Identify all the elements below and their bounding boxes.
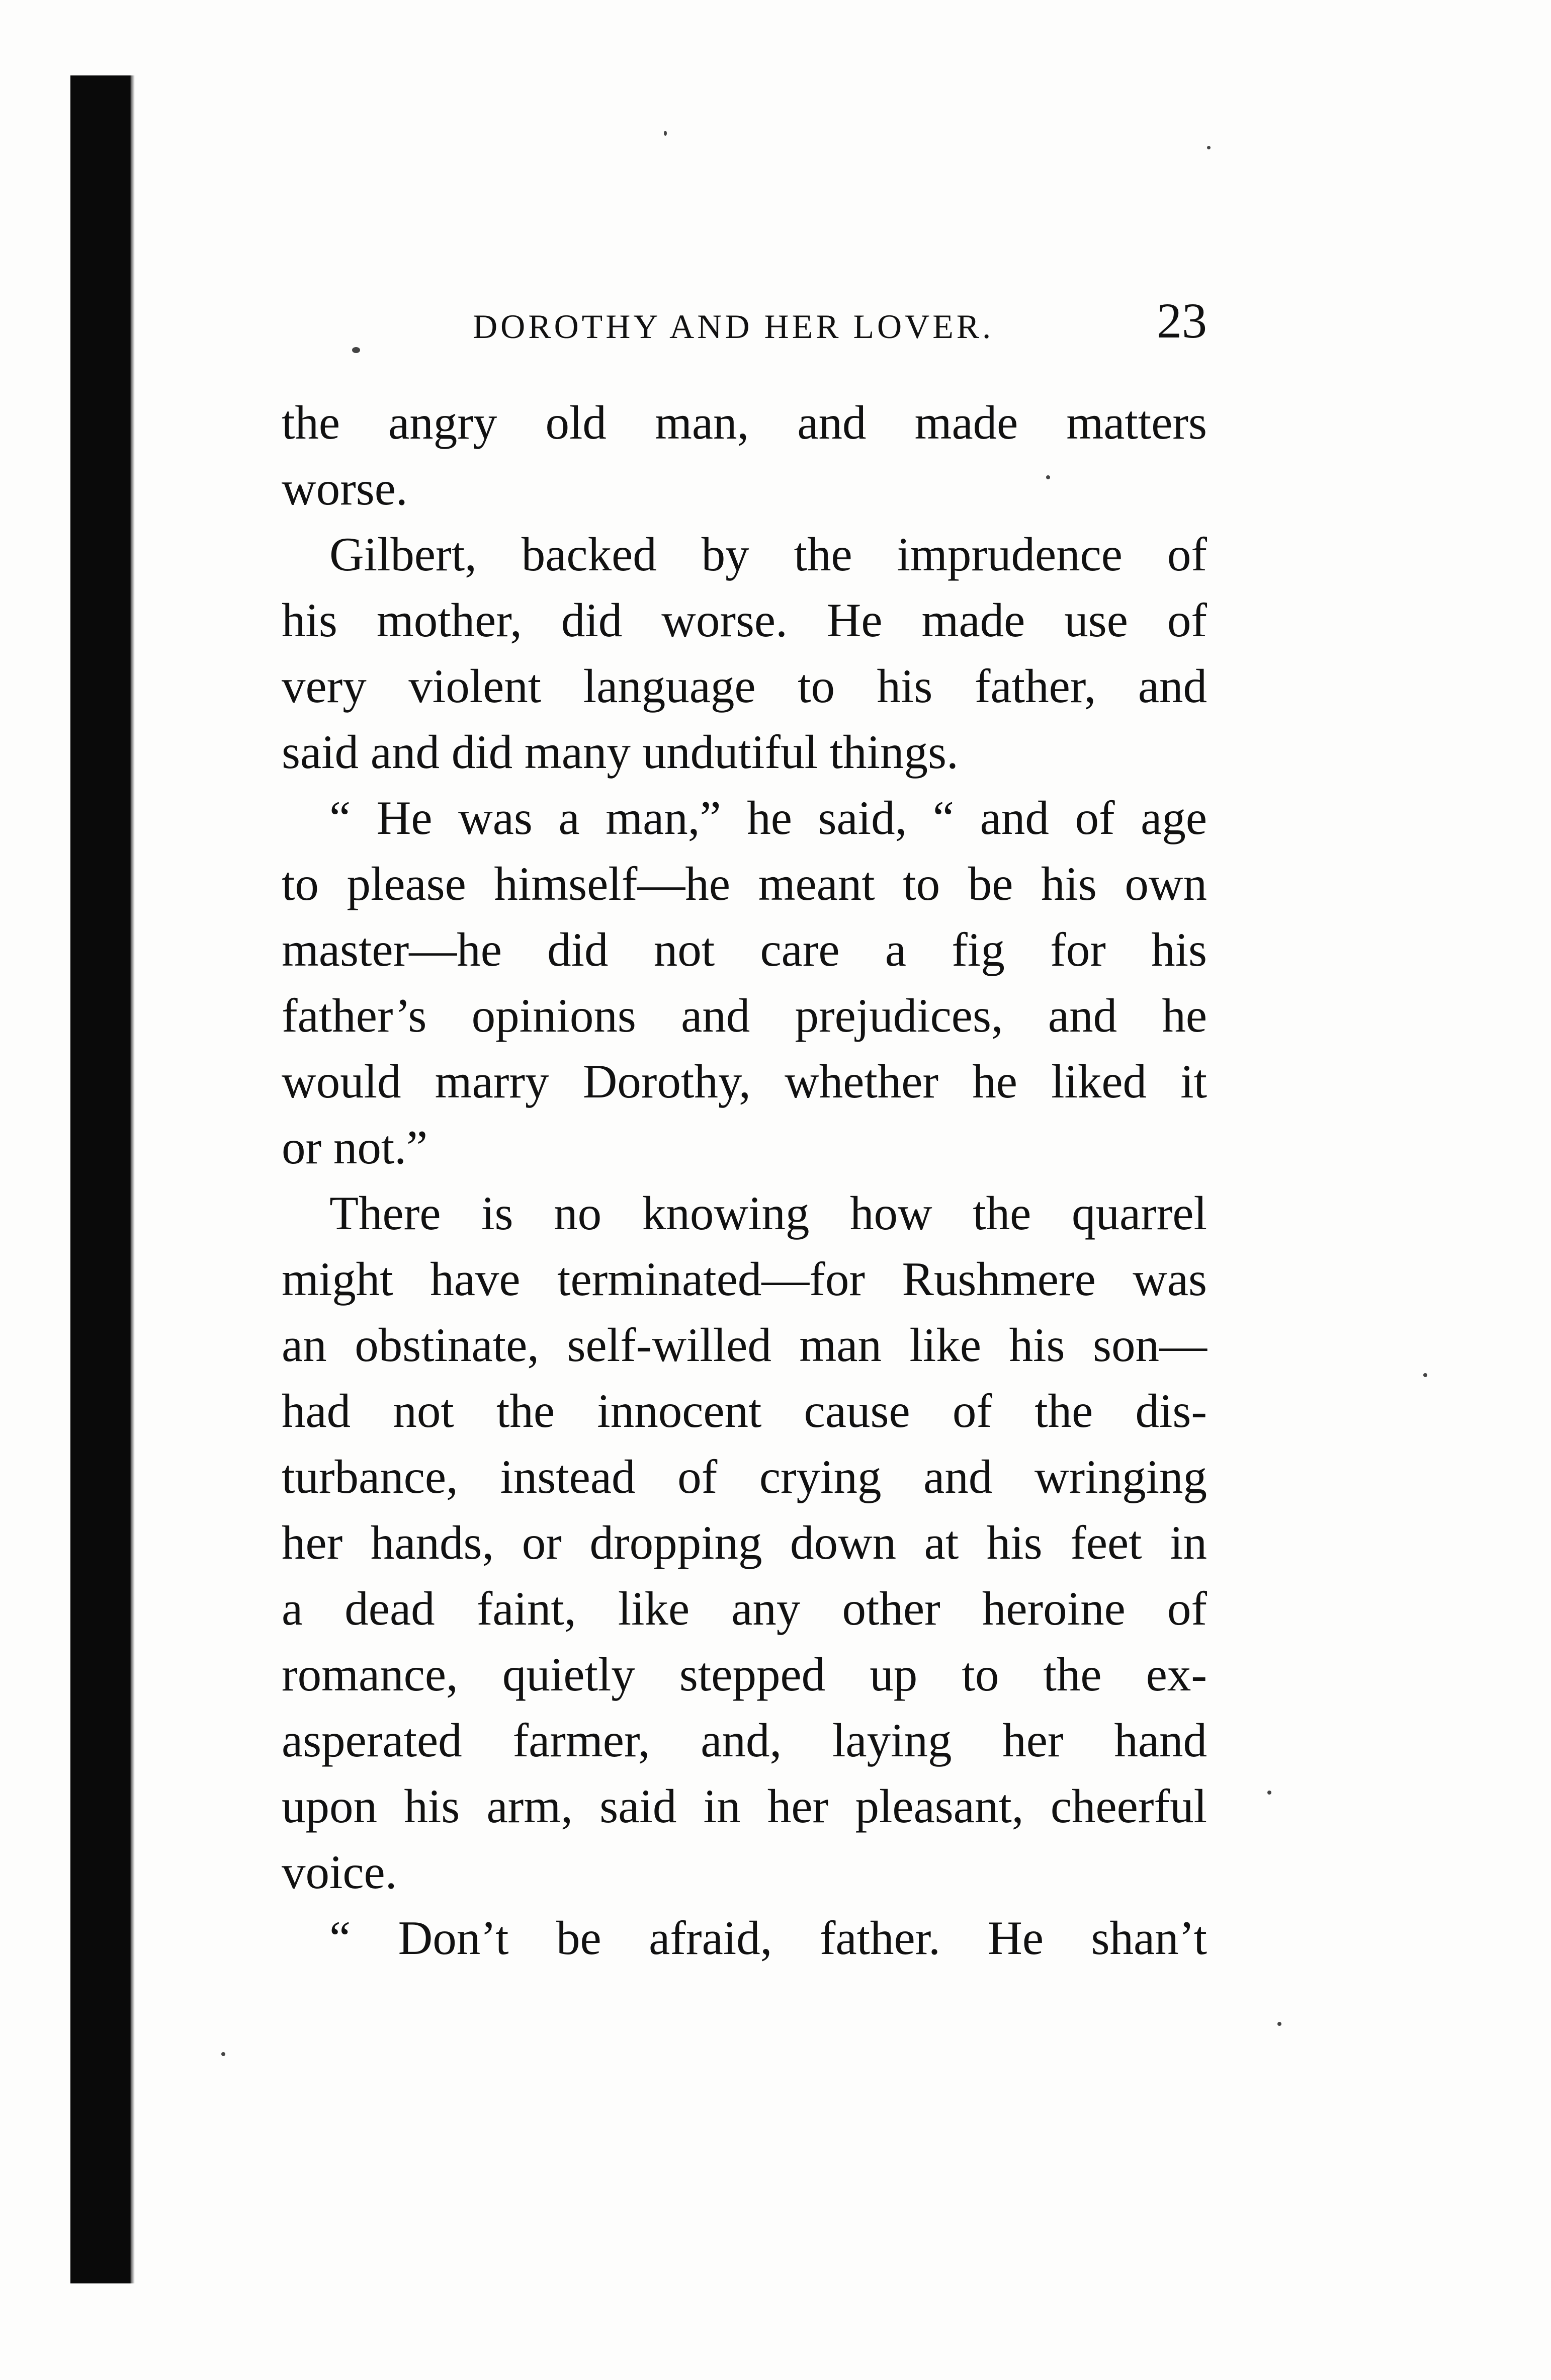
text-line: said and did many undutiful things. [282, 725, 959, 779]
print-speck [221, 2052, 225, 2056]
text-line: master—he did not care a fig for his [282, 923, 1207, 976]
text-line: to please himself—he meant to be his own [282, 857, 1207, 910]
text-line: would marry Dorothy, whether he liked it [282, 1055, 1207, 1108]
page-header [282, 292, 1207, 357]
text-line: very violent language to his father, and [282, 659, 1207, 713]
text-line: a dead faint, like any other heroine of [282, 1582, 1207, 1635]
print-speck [664, 131, 667, 136]
text-line: Gilbert, backed by the imprudence of [329, 528, 1207, 581]
text-line: an obstinate, self-willed man like his son— [282, 1318, 1207, 1372]
print-speck [1267, 1791, 1271, 1795]
binding-edge [130, 75, 135, 2283]
print-speck [1277, 2022, 1281, 2026]
text-line: his mother, did worse. He made use of [282, 593, 1207, 647]
text-line: “ Don’t be afraid, father. He shan’t [329, 1911, 1207, 1965]
text-line: voice. [282, 1845, 397, 1899]
print-speck [352, 347, 360, 353]
print-speck [1207, 146, 1211, 149]
page-number: 23 [1157, 293, 1207, 349]
text-line: or not.” [282, 1121, 428, 1174]
text-line: romance, quietly stepped up to the ex- [282, 1648, 1207, 1701]
running-title: DOROTHY AND HER LOVER. [473, 307, 994, 346]
text-line: worse. [282, 462, 408, 515]
text-line: father’s opinions and prejudices, and he [282, 989, 1207, 1042]
text-line: turbance, instead of crying and wringing [282, 1450, 1207, 1503]
print-speck [1046, 475, 1050, 479]
text-line: might have terminated—for Rushmere was [282, 1252, 1207, 1306]
binding-shadow [70, 75, 131, 2283]
text-line: had not the innocent cause of the dis- [282, 1384, 1207, 1437]
text-line: asperated farmer, and, laying her hand [282, 1714, 1207, 1767]
print-speck [1423, 1373, 1427, 1377]
text-line: the angry old man, and made matters [282, 396, 1207, 449]
body-text [282, 390, 1207, 1971]
text-line: her hands, or dropping down at his feet in [282, 1516, 1207, 1569]
text-line: There is no knowing how the quarrel [329, 1186, 1207, 1240]
text-line: “ He was a man,” he said, “ and of age [329, 791, 1207, 844]
text-line: upon his arm, said in her pleasant, cheerful [282, 1779, 1207, 1833]
